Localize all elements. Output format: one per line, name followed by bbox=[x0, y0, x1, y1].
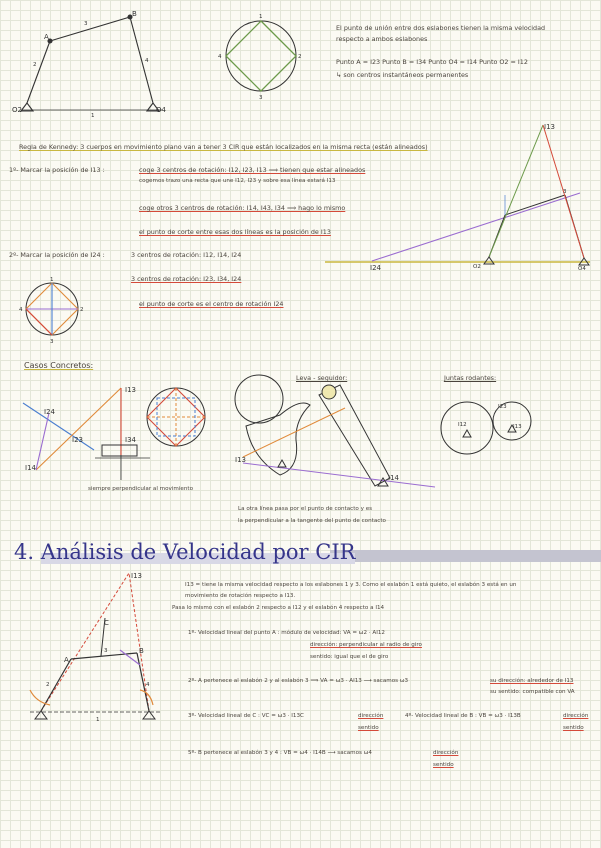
label-O4: O4 bbox=[156, 106, 166, 114]
velocity-step-4: 4º- Velocidad lineal de B : VB = ω3 · I13B bbox=[405, 713, 521, 719]
velocity-label-2: 2 bbox=[46, 682, 50, 688]
step2-line-a: 3 centros de rotación: I12, I14, I24 bbox=[131, 251, 242, 259]
circle-label-3: 3 bbox=[259, 95, 263, 101]
velocity-step-5: 5º- B pertenece al eslabón 3 y 4 : VB = ω4 · I14B ⟶ sacamos ω4 bbox=[188, 750, 372, 756]
slider-label-I23: I23 bbox=[72, 436, 83, 444]
cam-note-2: la perpendicular a la tangente del punto de contacto bbox=[238, 518, 386, 524]
velocity-step-5-sense: sentido bbox=[433, 762, 454, 768]
step1-line-b: cogemos trazo una recta que une I12, I23 y sobre esa línea estará I13 bbox=[139, 178, 336, 184]
kennedy-rule: Regla de Kennedy: 3 cuerpos en movimiento plano van a tener 3 CIR que están localizados en la misma recta (están alineados) bbox=[19, 143, 428, 151]
velocity-step-1-direction: dirección: perpendicular al radio de giro bbox=[310, 642, 422, 648]
step2-line-c: el punto de corte es el centro de rotación I24 bbox=[139, 300, 284, 308]
velocity-linkage-diagram bbox=[30, 573, 160, 719]
velocity-step-3-sense: sentido bbox=[358, 725, 379, 731]
kennedy-label-O2: O2 bbox=[473, 264, 481, 270]
circle-square-diagram bbox=[226, 21, 296, 91]
velocity-label-I13: I13 bbox=[131, 572, 142, 580]
kennedy-label-O4: O4 bbox=[578, 266, 586, 272]
kennedy-label-I13: I13 bbox=[544, 123, 555, 131]
circle-label-2: 2 bbox=[298, 54, 302, 60]
velocity-label-B: B bbox=[139, 647, 144, 655]
section-4-number: 4. bbox=[14, 540, 35, 564]
cases-heading: Casos Concretos: bbox=[24, 361, 94, 370]
slider-label-I24: I24 bbox=[44, 408, 55, 416]
intro-line-1: El punto de unión entre dos eslabones tienen la misma velocidad bbox=[336, 24, 546, 32]
slider-label-I34: I34 bbox=[125, 436, 136, 444]
velocity-step-4-sense: sentido bbox=[563, 725, 584, 731]
cases-circle-diagram bbox=[147, 388, 205, 446]
rolling-heading: Juntas rodantes: bbox=[444, 374, 497, 382]
four-bar-linkage-diagram bbox=[21, 15, 162, 111]
label-link-1: 1 bbox=[91, 113, 95, 119]
rolling-label-I23: I23 bbox=[498, 404, 507, 410]
section-4-heading bbox=[14, 539, 355, 565]
cam-label-I14: I14 bbox=[388, 474, 399, 482]
velocity-label-1: 1 bbox=[96, 717, 100, 723]
velocity-step-2-direction: su dirección: alrededor de I13 bbox=[490, 678, 574, 684]
step2-circle-diagram bbox=[26, 283, 78, 335]
s4-paragraph-1c: Pasa lo mismo con el eslabón 2 respecto a I12 y el eslabón 4 respecto a I14 bbox=[172, 605, 385, 611]
velocity-label-A: A bbox=[64, 656, 69, 664]
velocity-label-3: 3 bbox=[104, 648, 108, 654]
kennedy-label-I24: I24 bbox=[370, 264, 381, 272]
step2-label-2: 2 bbox=[80, 307, 84, 313]
label-link-3: 3 bbox=[84, 21, 88, 27]
heading-bar bbox=[330, 550, 601, 562]
step2-heading: 2º- Marcar la posición de I24 : bbox=[9, 251, 105, 259]
step2-label-1: 1 bbox=[50, 277, 54, 283]
slider-label-I13: I13 bbox=[125, 386, 136, 394]
cam-follower-diagram bbox=[235, 375, 435, 487]
circle-label-4: 4 bbox=[218, 54, 222, 60]
step2-label-3: 3 bbox=[50, 339, 54, 345]
step2-line-b: 3 centros de rotación: I23, I34, I24 bbox=[131, 275, 242, 283]
label-B: B bbox=[132, 10, 137, 18]
s4-paragraph-1a: I13 = tiene la misma velocidad respecto a los eslabones 1 y 3. Como el eslabón 1 está quieto, el eslabón 3 está en un bbox=[185, 582, 517, 588]
velocity-step-3-direction: dirección bbox=[358, 713, 384, 719]
kennedy-label-3: 3 bbox=[563, 189, 567, 195]
slider-case-diagram bbox=[23, 388, 150, 480]
velocity-step-2: 2º- A pertenece al eslabón 2 y al eslabón 3 ⟹ VA = ω3 · AI13 ⟶ sacamos ω3 bbox=[188, 678, 409, 684]
label-A: A bbox=[44, 33, 49, 41]
s4-paragraph-1b: movimiento de rotación respecto a I13. bbox=[185, 593, 296, 599]
step1-line-a: coge 3 centros de rotación: I12, I23, I13 ⟹ tienen que estar alineados bbox=[139, 166, 366, 174]
step1-line-c: coge otros 3 centros de rotación: I14, I43, I34 ⟹ hago lo mismo bbox=[139, 204, 346, 212]
velocity-step-5-direction: dirección bbox=[433, 750, 459, 756]
step1-line-d: el punto de corte entre esas dos líneas es la posición de I13 bbox=[139, 228, 331, 236]
velocity-step-1-sense: sentido: igual que el de giro bbox=[310, 654, 389, 660]
cam-note-1: La otra línea pasa por el punto de contacto y es bbox=[238, 506, 373, 512]
step1-heading: 1º- Marcar la posición de I13 : bbox=[9, 166, 105, 174]
velocity-step-3: 3º- Velocidad lineal de C : VC = ω3 · I13C bbox=[188, 713, 304, 719]
label-O2: O2 bbox=[12, 106, 22, 114]
step2-label-4: 4 bbox=[19, 307, 23, 313]
rolling-label-I13: I13 bbox=[513, 424, 522, 430]
circle-label-1: 1 bbox=[259, 14, 263, 20]
velocity-step-1: 1º- Velocidad lineal del punto A : módulo de velocidad: VA = ω2 · AI12 bbox=[188, 630, 385, 636]
permanent-centers-note: ↳ son centros instantáneos permanentes bbox=[336, 71, 469, 79]
label-link-2: 2 bbox=[33, 62, 37, 68]
intro-line-2: respecto a ambos eslabones bbox=[336, 35, 428, 43]
cam-label-I13: I13 bbox=[235, 456, 246, 464]
slider-label-I14: I14 bbox=[25, 464, 36, 472]
cam-heading: Leva - seguidor: bbox=[296, 374, 348, 382]
slider-note: siempre perpendicular al movimiento bbox=[88, 486, 194, 492]
velocity-label-C: C bbox=[104, 619, 109, 627]
velocity-label-4: 4 bbox=[146, 682, 150, 688]
velocity-step-2-sense: su sentido: compatible con VA bbox=[490, 689, 575, 695]
instant-centers-list: Punto A = I23 Punto B = I34 Punto O4 = I14 Punto O2 = I12 bbox=[336, 58, 528, 66]
rolling-label-I12: I12 bbox=[458, 422, 467, 428]
velocity-step-4-direction: dirección bbox=[563, 713, 589, 719]
section-4-title: Análisis de Velocidad por CIR bbox=[40, 540, 356, 564]
label-link-4: 4 bbox=[145, 58, 149, 64]
